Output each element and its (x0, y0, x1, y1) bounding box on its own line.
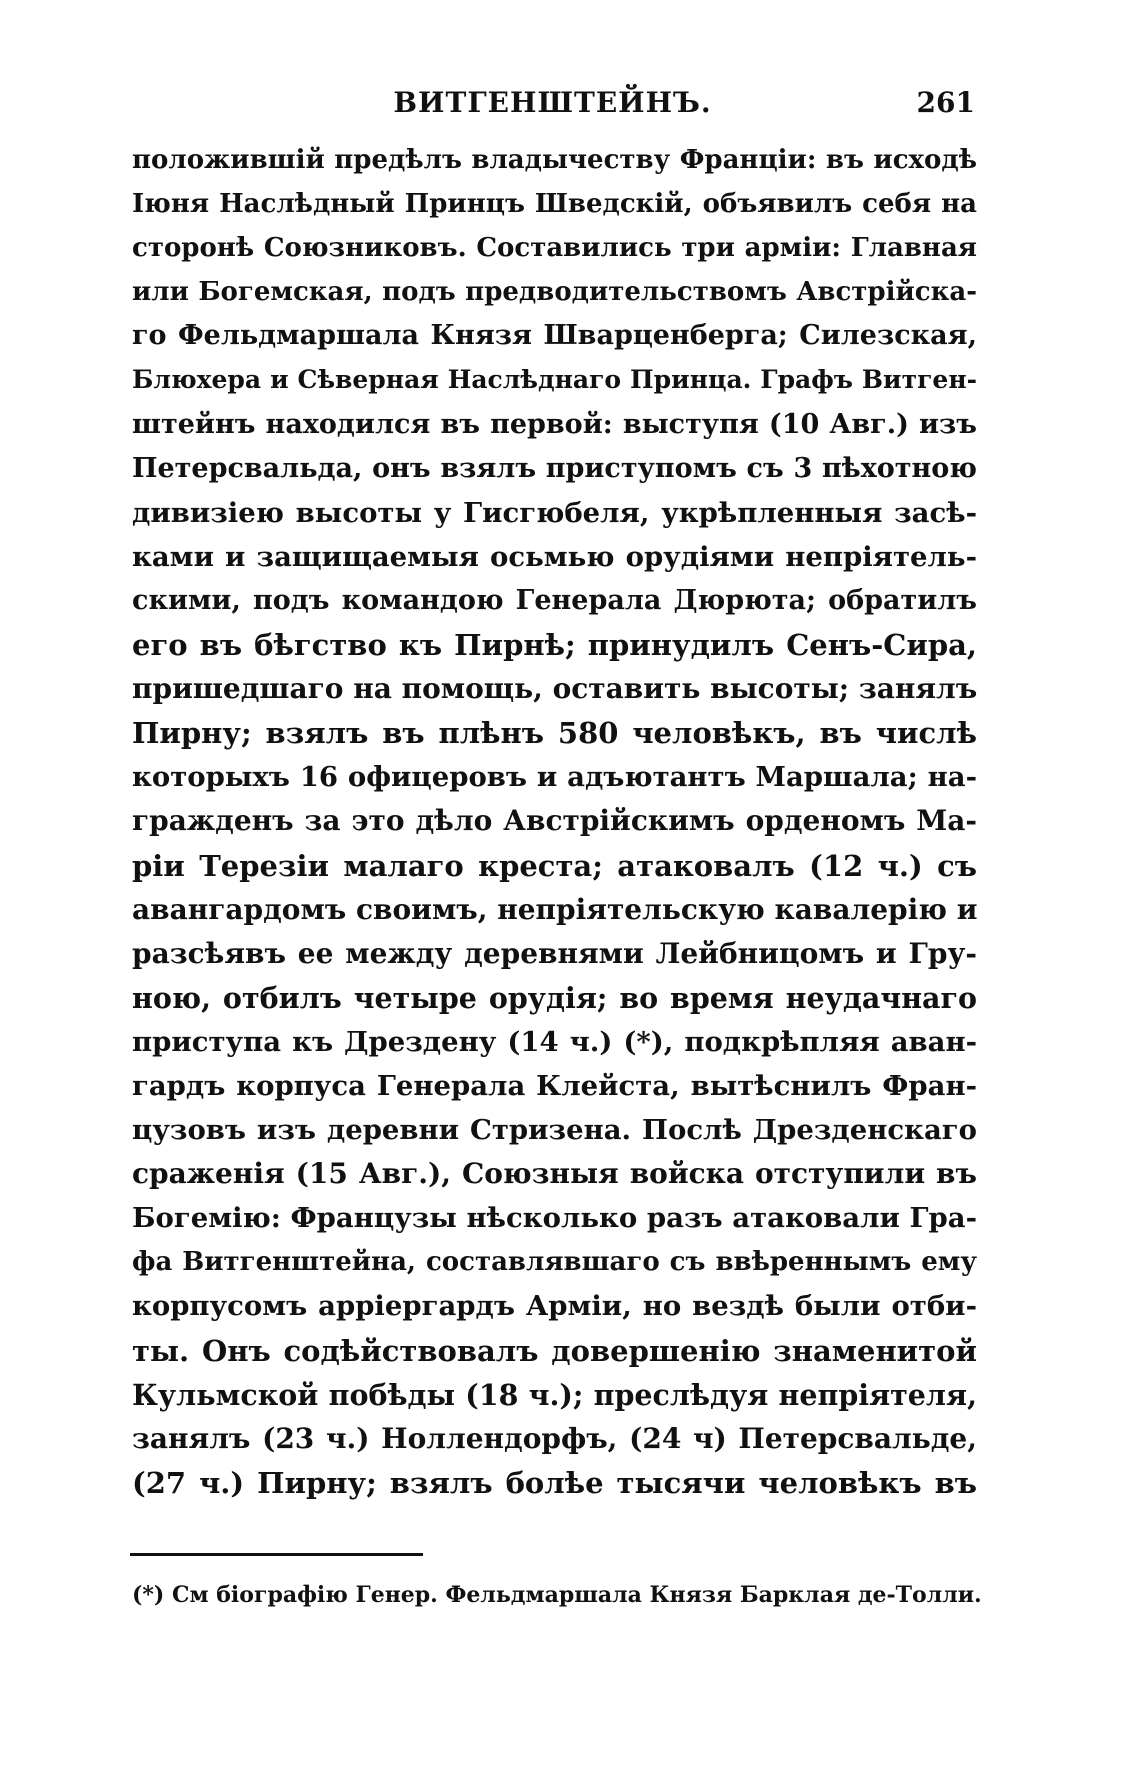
text-line: корпусомъ арріергардъ Арміи, но вездѣ были отби- (132, 1290, 977, 1323)
text-line: го Фельдмаршала Князя Шварценберга; Силезская, (132, 320, 977, 352)
text-line: сраженія (15 Авг.), Союзныя войска отступили въ (132, 1157, 977, 1191)
text-line: цузовъ изъ деревни Стризена. Послѣ Дрезденскаго (132, 1114, 977, 1147)
page-number: 261 (916, 86, 975, 119)
text-line: (27 ч.) Пирну; взялъ болѣе тысячи человѣкъ въ (132, 1465, 977, 1500)
text-line: Кульмской побѣды (18 ч.); преслѣдуя непріятеля, (132, 1377, 977, 1412)
text-line: его въ бѣгство къ Пирнѣ; принудилъ Сенъ-Сира, (132, 628, 977, 663)
text-line: дивизіею высоты у Гисгюбеля, укрѣпленныя засѣ- (132, 496, 977, 529)
text-line: Богемію: Французы нѣсколько разъ атаковали Гра- (132, 1202, 977, 1235)
footnote: (*) См біографію Генер. Фельдмаршала Князя Барклая де-Толли. (132, 1582, 982, 1608)
text-line: пришедшаго на помощь, оставить высоты; занялъ (132, 672, 978, 706)
text-line: ками и защищаемыя осьмью орудіями непріятель- (132, 540, 977, 573)
text-line: сторонѣ Союзниковъ. Составились три арміи: Главная (132, 233, 977, 264)
text-line: гражденъ за это дѣло Австрійскимъ орденомъ Ма- (132, 804, 977, 838)
text-line: ною, отбилъ четыре орудія; во время неудачнаго (132, 980, 977, 1015)
text-line: Іюня Наслѣдный Принцъ Шведскій, объявилъ себя на (132, 189, 977, 220)
text-line: ты. Онъ содѣйствовалъ довершенію знаменитой (132, 1333, 977, 1368)
text-line: Блюхера и Сѣверная Наслѣднаго Принца. Графъ Витген- (132, 365, 977, 395)
text-line: приступа къ Дрездену (14 ч.) (*), подкрѣпляя аван- (132, 1025, 977, 1058)
body-text (132, 138, 977, 1505)
text-line: скими, подъ командою Генерала Дюрюта; обратилъ (132, 584, 977, 616)
text-line: штейнъ находился въ первой: выступя (10 Авг.) изъ (132, 408, 977, 440)
text-line: или Богемская, подъ предводительствомъ Австрійска- (132, 277, 977, 308)
page-title: ВИТГЕНШТЕЙНЪ. (393, 86, 712, 119)
text-line: положившій предѣлъ владычеству Франціи: въ исходѣ (132, 145, 977, 175)
text-line: гардъ корпуса Генерала Клейста, вытѣснилъ Фран- (132, 1069, 977, 1102)
text-line: авангардомъ своимъ, непріятельскую кавалерію и (132, 892, 978, 926)
text-line: которыхъ 16 офицеровъ и адъютантъ Маршала; на- (132, 761, 977, 794)
running-head (130, 86, 975, 126)
footnote-divider (130, 1553, 423, 1556)
text-line: занялъ (23 ч.) Ноллендорфъ, (24 ч) Петерсвальде, (132, 1421, 977, 1455)
text-line: Пирну; взялъ въ плѣнъ 580 человѣкъ, въ числѣ (132, 716, 977, 751)
text-line: ріи Терезіи малаго креста; атаковалъ (12 ч.) съ (132, 848, 977, 883)
text-line: фа Витгенштейна, составлявшаго съ ввѣреннымъ ему (132, 1247, 977, 1278)
text-line: Петерсвальда, онъ взялъ приступомъ съ 3 пѣхотною (132, 452, 977, 484)
text-line: разсѣявъ ее между деревнями Лейбницомъ и Гру- (132, 936, 977, 970)
